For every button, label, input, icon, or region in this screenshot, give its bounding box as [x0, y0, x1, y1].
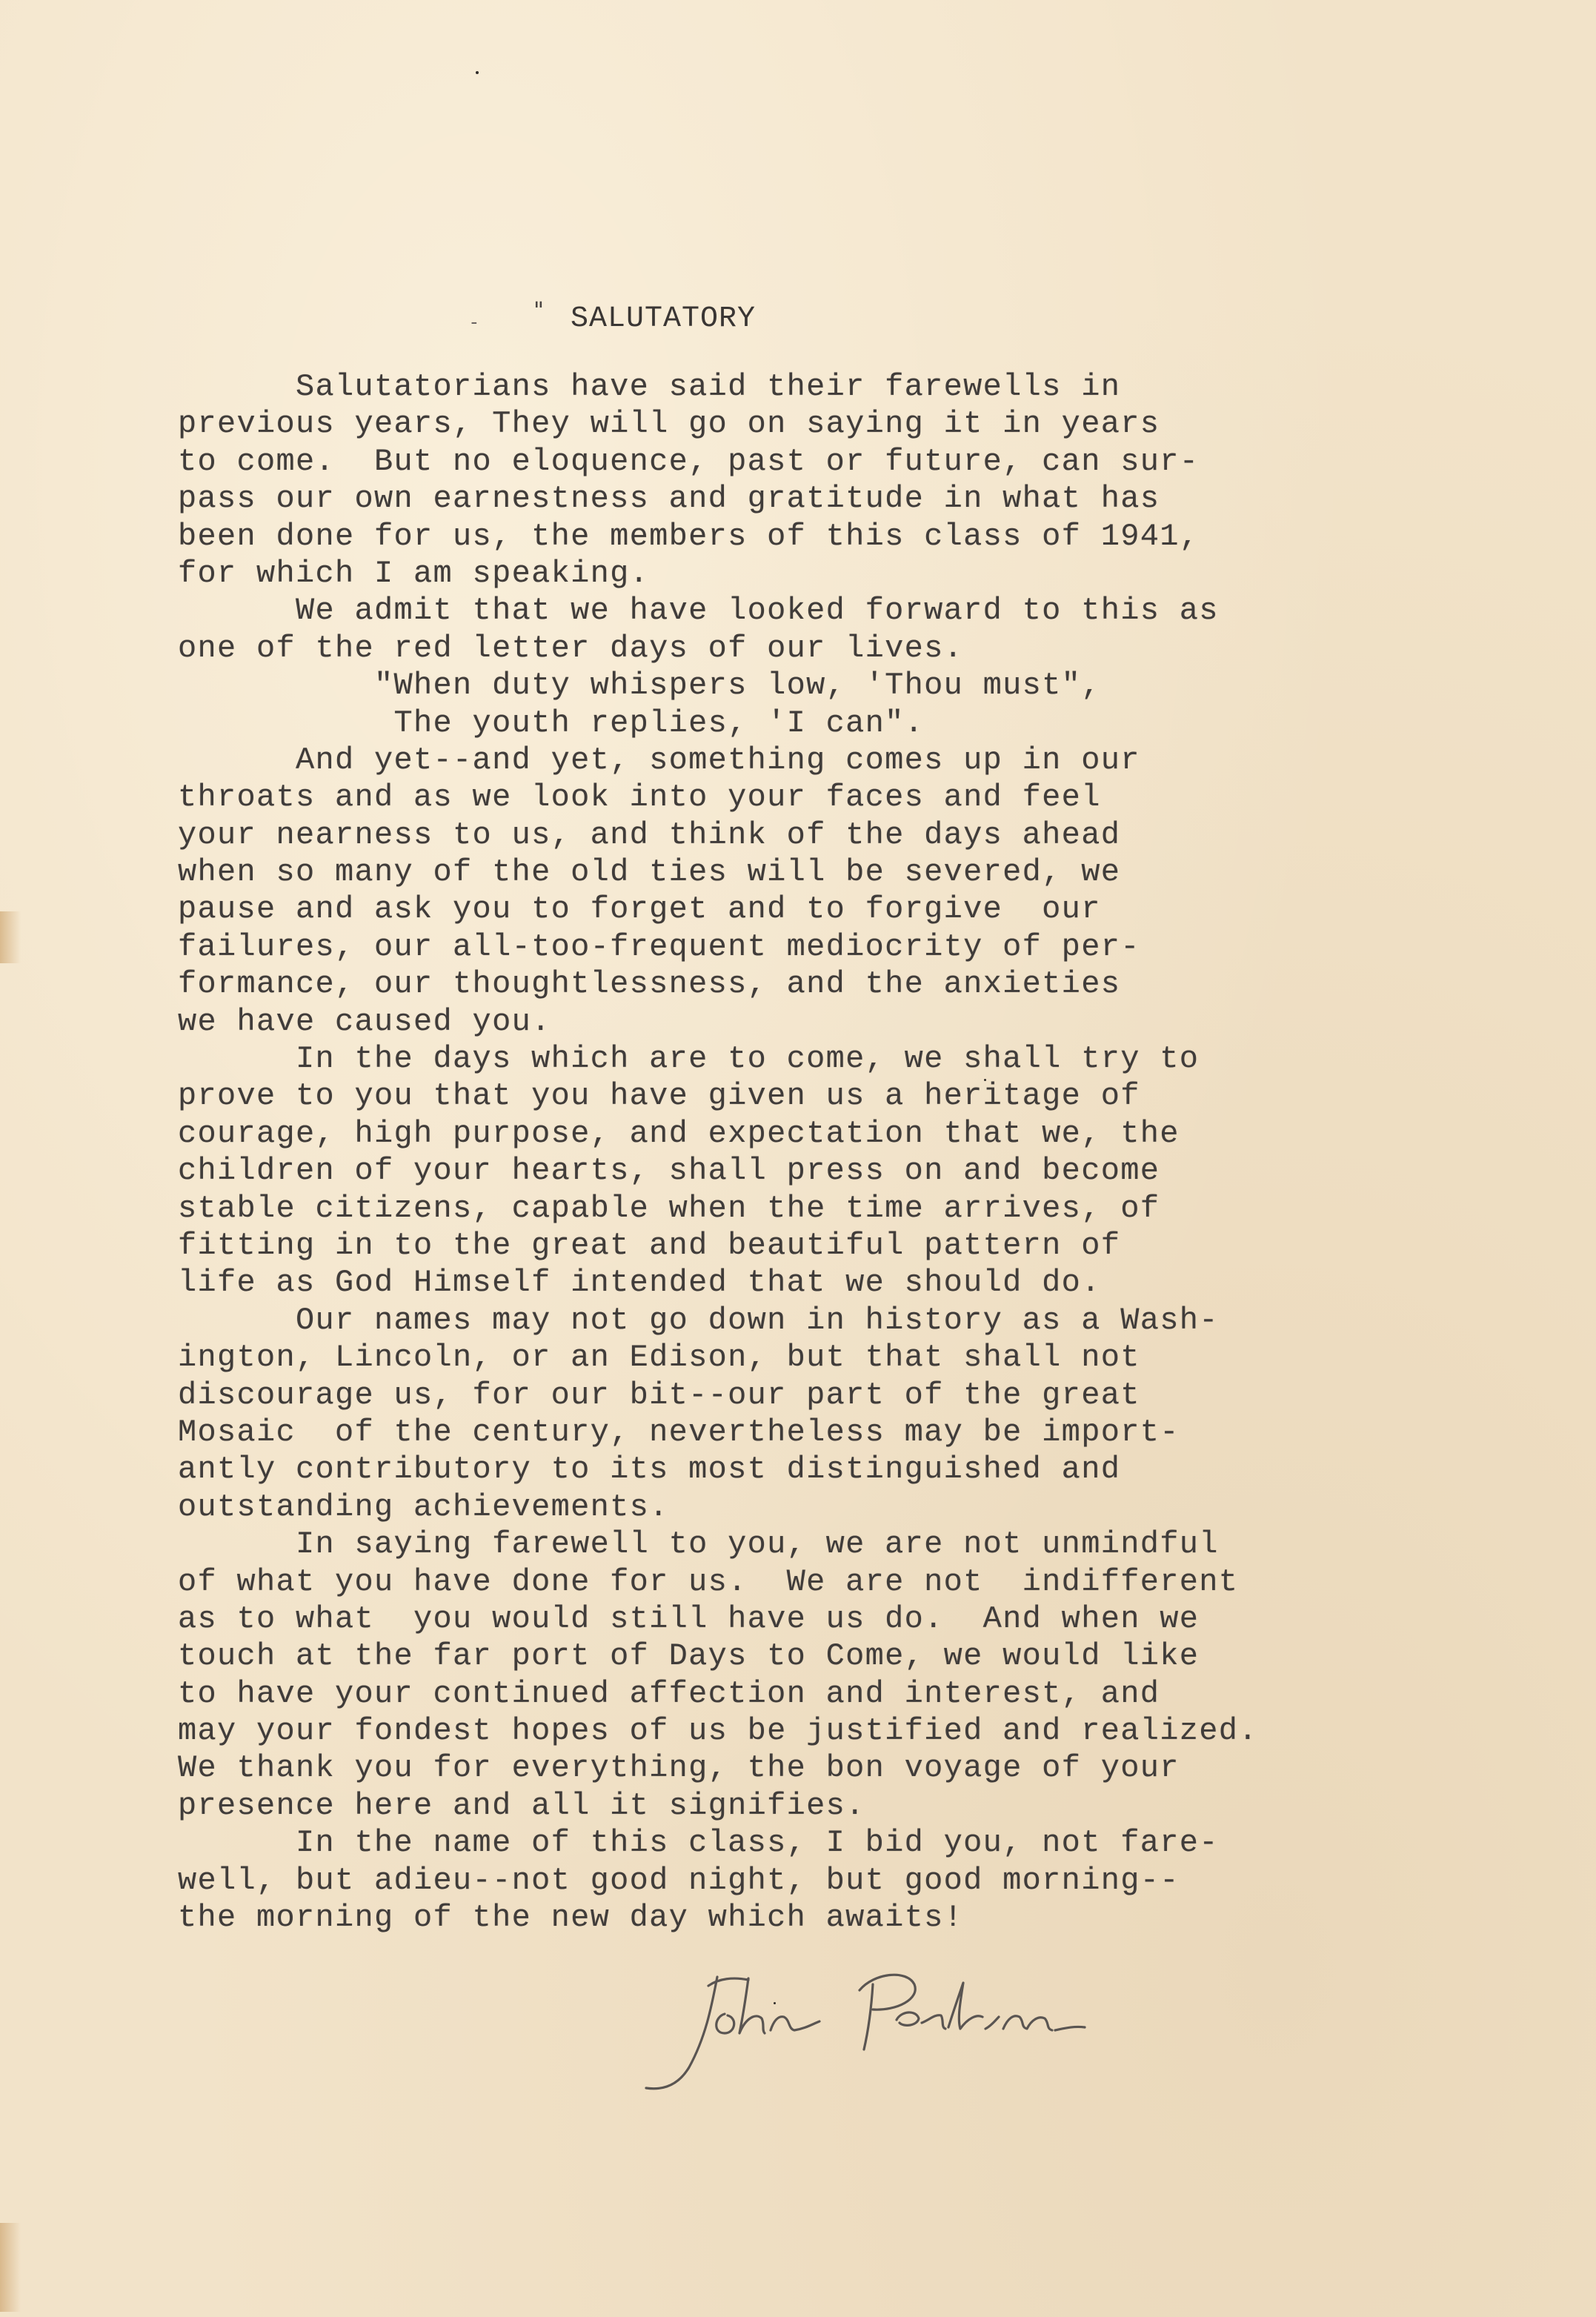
- document-body: [178, 368, 1437, 1936]
- body-line: stable citizens, capable when the time arrives, of: [178, 1190, 1160, 1226]
- body-line: life as God Himself intended that we should do.: [178, 1265, 1101, 1301]
- body-line: as to what you would still have us do. And when we: [178, 1600, 1200, 1637]
- title-mark-quote: ": [532, 298, 546, 324]
- body-line: been done for us, the members of this class of 1941,: [178, 518, 1200, 554]
- quote-line: The youth replies, 'I can".: [178, 705, 925, 741]
- body-line: We admit that we have looked forward to this as: [178, 593, 1219, 629]
- body-line: of what you have done for us. We are not indifferent: [178, 1563, 1239, 1600]
- body-line: In the name of this class, I bid you, not fare-: [178, 1825, 1219, 1861]
- body-line: discourage us, for our bit--our part of the great: [178, 1377, 1140, 1413]
- body-line: when so many of the old ties will be severed, we: [178, 854, 1121, 891]
- body-line: to come. But no eloquence, past or future, can sur-: [178, 443, 1200, 479]
- body-line: outstanding achievements.: [178, 1489, 669, 1525]
- body-line: the morning of the new day which awaits!: [178, 1900, 964, 1936]
- body-line: courage, high purpose, and expectation that we, the: [178, 1115, 1180, 1151]
- body-line: may your fondest hopes of us be justified and realized.: [178, 1713, 1258, 1749]
- body-line: We thank you for everything, the bon voyage of your: [178, 1750, 1180, 1786]
- body-line: failures, our all-too-frequent mediocrity of per-: [178, 928, 1140, 965]
- body-line: Mosaic of the century, nevertheless may be import-: [178, 1414, 1180, 1450]
- body-line: pause and ask you to forget and to forgive our: [178, 891, 1101, 928]
- body-line: In the days which are to come, we shall try to: [178, 1041, 1200, 1077]
- body-line: fitting in to the great and beautiful pattern of: [178, 1227, 1121, 1263]
- paper-speck: [476, 71, 479, 74]
- paper-edge-stain-top: [0, 911, 21, 963]
- body-line: prove to you that you have given us a heritage of: [178, 1078, 1140, 1114]
- body-line: Salutatorians have said their farewells in: [178, 369, 1121, 405]
- body-line: formance, our thoughtlessness, and the anxieties: [178, 966, 1121, 1003]
- title-mark-dot: -: [468, 311, 480, 333]
- document-title: SALUTATORY: [571, 302, 757, 336]
- body-line: well, but adieu--not good night, but good morning--: [178, 1862, 1180, 1898]
- body-line: ington, Lincoln, or an Edison, but that shall not: [178, 1340, 1140, 1376]
- body-line: for which I am speaking.: [178, 555, 650, 591]
- handwritten-signature: [637, 1956, 1215, 2104]
- body-line: your nearness to us, and think of the days ahead: [178, 817, 1121, 853]
- quote-line: "When duty whispers low, 'Thou must",: [178, 668, 1101, 704]
- body-line: pass our own earnestness and gratitude in what has: [178, 481, 1160, 517]
- body-line: we have caused you.: [178, 1003, 551, 1040]
- body-line: In saying farewell to you, we are not unmindful: [178, 1526, 1219, 1563]
- body-line: presence here and all it signifies.: [178, 1787, 865, 1824]
- paper-edge-stain-bottom: [0, 2223, 21, 2312]
- body-line: And yet--and yet, something comes up in our: [178, 742, 1140, 778]
- body-line: one of the red letter days of our lives.: [178, 630, 964, 666]
- body-line: antly contributory to its most distinguished and: [178, 1452, 1121, 1488]
- body-line: touch at the far port of Days to Come, we would like: [178, 1638, 1200, 1675]
- body-line: to have your continued affection and interest, and: [178, 1675, 1160, 1712]
- body-line: throats and as we look into your faces and feel: [178, 779, 1101, 816]
- body-line: previous years, They will go on saying it in years: [178, 406, 1160, 442]
- body-line: children of your hearts, shall press on and become: [178, 1153, 1160, 1189]
- body-line: Our names may not go down in history as a Wash-: [178, 1302, 1219, 1338]
